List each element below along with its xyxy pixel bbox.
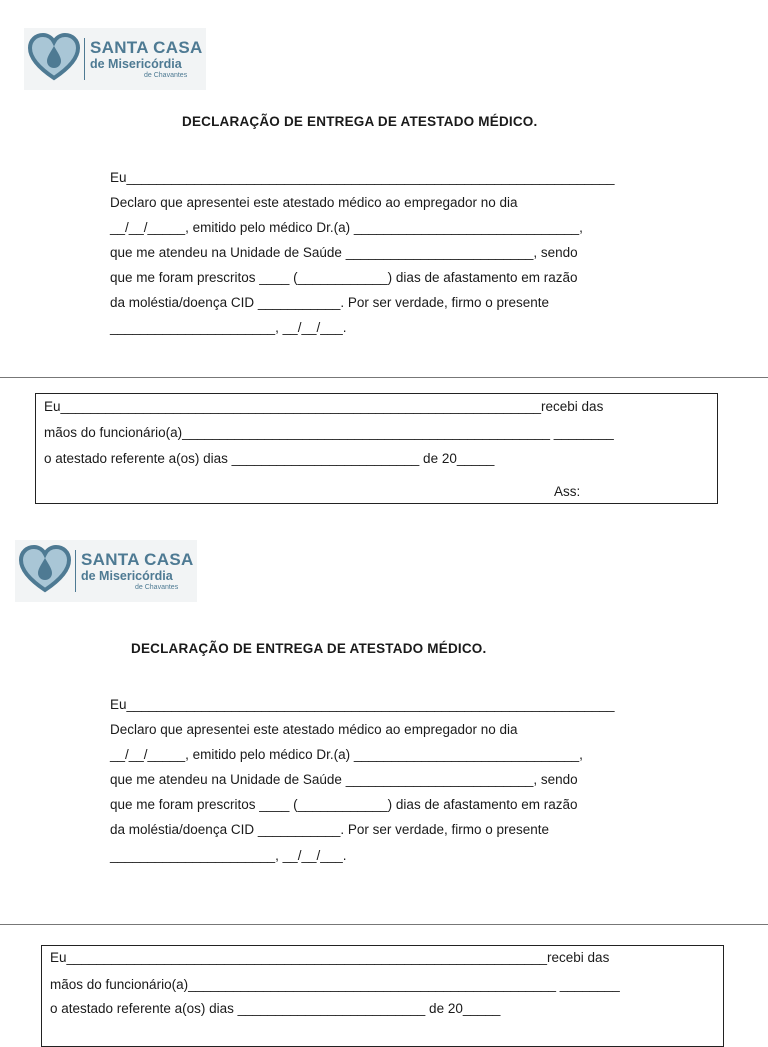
cut-line-2 [0, 924, 768, 925]
form2-line-7: ______________________, __/__/___. [110, 848, 347, 863]
form1-line-5: que me foram prescritos ____ (____________) dias de afastamento em razão [110, 270, 578, 285]
form1-line-2: Declaro que apresentei este atestado médico ao empregador no dia [110, 195, 518, 210]
form1-receipt-line-1: Eu________________________________________________________________recebi das [44, 399, 604, 414]
form1-line-7: ______________________, __/__/___. [110, 320, 347, 335]
form2-line-5: que me foram prescritos ____ (____________) dias de afastamento em razão [110, 797, 578, 812]
form1-receipt-line-3: o atestado referente a(os) dias _________________________ de 20_____ [44, 451, 495, 466]
santa-casa-logo [15, 540, 197, 602]
form1-line-4: que me atendeu na Unidade de Saúde _________________________, sendo [110, 245, 578, 260]
form2-receipt-box [41, 945, 724, 1047]
logo-line2: de Misericórdia [81, 569, 173, 583]
form1-receipt-box [35, 393, 718, 504]
logo-line1: SANTA CASA [90, 38, 203, 57]
logo-divider [84, 38, 85, 80]
logo-line1: SANTA CASA [81, 550, 194, 569]
form2-line-2: Declaro que apresentei este atestado médico ao empregador no dia [110, 722, 518, 737]
santa-casa-logo [24, 28, 206, 90]
logo-divider [75, 550, 76, 592]
form2-receipt-line-3: o atestado referente a(os) dias _________________________ de 20_____ [50, 1001, 501, 1016]
logo-line3: de Chavantes [144, 72, 188, 79]
heart-drop-logo-icon [24, 28, 84, 90]
form1-line-1: Eu_________________________________________________________________ [110, 170, 615, 185]
form2-line-1: Eu_________________________________________________________________ [110, 697, 615, 712]
form2-receipt-line-1: Eu________________________________________________________________recebi das [50, 950, 610, 965]
form1-line-3: __/__/_____, emitido pelo médico Dr.(a) ______________________________, [110, 220, 583, 235]
logo-line3: de Chavantes [135, 584, 179, 591]
form2-title: DECLARAÇÃO DE ENTREGA DE ATESTADO MÉDICO. [131, 641, 487, 656]
form2-line-6: da moléstia/doença CID ___________. Por ser verdade, firmo o presente [110, 822, 550, 837]
form2-line-4: que me atendeu na Unidade de Saúde _________________________, sendo [110, 772, 578, 787]
heart-drop-logo-icon [15, 540, 75, 602]
form1-title: DECLARAÇÃO DE ENTREGA DE ATESTADO MÉDICO. [182, 114, 538, 129]
form1-receipt-line-2: mãos do funcionário(a)_________________________________________________ ________ [44, 425, 614, 440]
form2-line-3: __/__/_____, emitido pelo médico Dr.(a) ______________________________, [110, 747, 583, 762]
form2-receipt-line-2: mãos do funcionário(a)_________________________________________________ ________ [50, 977, 620, 992]
form1-signature-label: Ass: [554, 484, 581, 499]
logo-line2: de Misericórdia [90, 57, 182, 71]
form1-line-6: da moléstia/doença CID ___________. Por ser verdade, firmo o presente [110, 295, 550, 310]
cut-line-1 [0, 377, 768, 378]
